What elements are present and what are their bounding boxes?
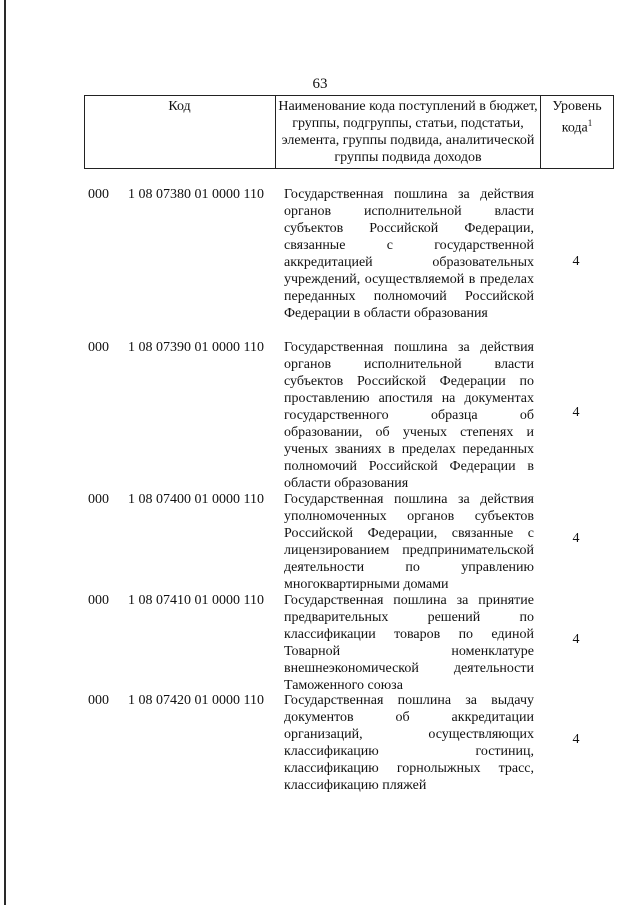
- header-level: [541, 98, 613, 137]
- row-code: 1 08 07400 01 0000 110: [128, 492, 264, 507]
- row-description: Государственная пошлина за принятие предварительных решений по классификации товаров по единой Товарной номенклатуре внешнеэкономической деятельности Таможенного союза: [284, 593, 534, 693]
- row-description: Государственная пошлина за действия органов исполнительной власти субъектов Российской Федерации, связанные с государственной аккредитацией образовательных учреждений, осуществляемой в пределах переданных полномочий Российской Федерации в области образования: [284, 187, 534, 321]
- row-code: 1 08 07380 01 0000 110: [128, 187, 264, 202]
- row-code-prefix: 000: [88, 593, 109, 608]
- row-level: 4: [572, 254, 580, 269]
- row-code: 1 08 07410 01 0000 110: [128, 593, 264, 608]
- row-level: 4: [572, 732, 580, 747]
- header-bottom-border: [84, 168, 614, 169]
- row-description: Государственная пошлина за действия органов исполнительной власти субъектов Российской Федерации по проставлению апостиля на документах государственного образца об образовании, об ученых степенях и ученых званиях в пределах переданных полномочий Российской Федерации в области образования: [284, 340, 534, 491]
- row-level: 4: [572, 632, 580, 647]
- header-name: Наименование кода поступлений в бюджет, группы, подгруппы, статьи, подстатьи, элемента, группы подвида, аналитической группы подвида доходов: [278, 99, 538, 165]
- row-code-prefix: 000: [88, 187, 109, 202]
- header-top-border: [84, 95, 614, 96]
- header-level-footnote: 1: [587, 118, 593, 128]
- row-code: 1 08 07420 01 0000 110: [128, 693, 264, 708]
- page-edge-shadow: [4, 0, 6, 905]
- row-level: 4: [572, 405, 580, 420]
- row-code-prefix: 000: [88, 693, 109, 708]
- row-code: 1 08 07390 01 0000 110: [128, 340, 264, 355]
- row-code-prefix: 000: [88, 340, 109, 355]
- row-description: Государственная пошлина за выдачу документов об аккредитации организаций, осуществляющих классификацию гостиниц, классификацию горнолыжных трасс, классификацию пляжей: [284, 693, 534, 793]
- header-border-right: [613, 95, 614, 168]
- row-level: 4: [572, 531, 580, 546]
- row-code-prefix: 000: [88, 492, 109, 507]
- header-code: Код: [168, 99, 191, 114]
- row-description: Государственная пошлина за действия уполномоченных органов субъектов Российской Федерации, связанные с лицензированием предпринимательской деятельности по управлению многоквартирными домами: [284, 492, 534, 592]
- header-level-label: Уровень кода: [552, 99, 602, 136]
- page-number: 63: [312, 76, 328, 92]
